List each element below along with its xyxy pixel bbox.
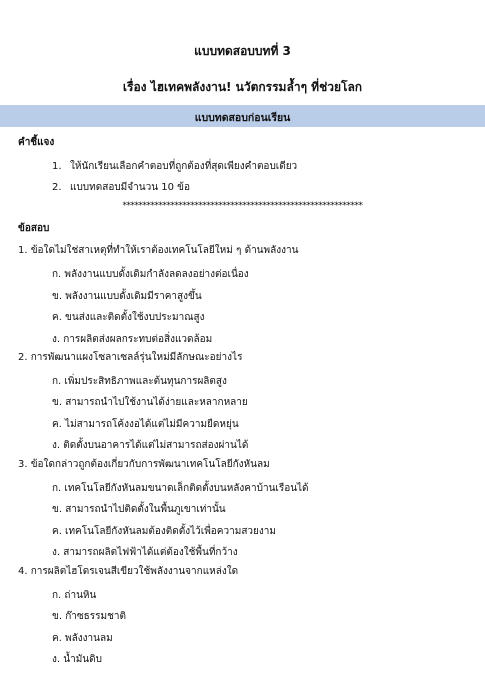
- instruction-text: ให้นักเรียนเลือกคำตอบที่ถูกต้องที่สุดเพียงคำตอบเดียว: [70, 161, 298, 172]
- answer-option: ก. ถ่านหิน: [52, 590, 97, 601]
- question-text: 1. ข้อใดไม่ใช่สาเหตุที่ทำให้เราต้องเทคโนโลยีใหม่ ๆ ด้านพลังงาน: [18, 245, 299, 256]
- divider-line: ************************************************************: [122, 201, 363, 211]
- answer-option: ก. เทคโนโลยีกังหันลมขนาดเล็กติดตั้งบนหลังคาบ้านเรือนได้: [52, 483, 309, 494]
- page-title: แบบทดสอบบทที่ 3: [194, 44, 291, 58]
- answer-option: ค. ขนส่งและติดตั้งใช้งบประมาณสูง: [52, 312, 205, 323]
- instruction-number: 1.: [52, 161, 62, 172]
- answer-option: ค. พลังงานลม: [52, 633, 113, 644]
- answer-option: ง. การผลิตส่งผลกระทบต่อสิ่งแวดล้อม: [52, 334, 213, 345]
- answer-option: ง. สามารถผลิตไฟฟ้าได้แต่ต้องใช้พื้นที่กว้าง: [52, 547, 238, 558]
- answer-option: ข. ก๊าซธรรมชาติ: [52, 611, 126, 622]
- answer-option: ก. พลังงานแบบดั้งเดิมกำลังลดลงอย่างต่อเนื่อง: [52, 269, 249, 280]
- questions-heading: ข้อสอบ: [18, 223, 50, 234]
- answer-option: ง. น้ำมันดิบ: [52, 654, 102, 665]
- answer-option: ข. พลังงานแบบดั้งเดิมมีราคาสูงขึ้น: [52, 291, 202, 302]
- question-text: 4. การผลิตไฮโดรเจนสีเขียวใช้พลังงานจากแหล่งใด: [18, 566, 239, 577]
- banner-label: แบบทดสอบก่อนเรียน: [194, 112, 291, 124]
- question-text: 2. การพัฒนาแผงโซลาเซลล์รุ่นใหม่มีลักษณะอย่างไร: [18, 352, 243, 363]
- page-subtitle: เรื่อง ไฮเทคพลังงาน! นวัตกรรมล้ำๆ ที่ช่วยโลก: [122, 80, 363, 94]
- instructions-heading: คำชี้แจง: [18, 137, 55, 148]
- answer-option: ก. เพิ่มประสิทธิภาพและต้นทุนการผลิตสูง: [52, 376, 227, 387]
- answer-option: ข. สามารถนำไปติดตั้งในพื้นภูเขาเท่านั้น: [52, 504, 226, 515]
- instruction-text: แบบทดสอบมีจำนวน 10 ข้อ: [70, 182, 190, 193]
- answer-option: ข. สามารถนำไปใช้งานได้ง่ายและหลากหลาย: [52, 397, 248, 408]
- question-text: 3. ข้อใดกล่าวถูกต้องเกี่ยวกับการพัฒนาเทคโนโลยีกังหันลม: [18, 459, 270, 470]
- answer-option: ค. ไม่สามารถโค้งงอได้แต่ไม่มีความยืดหยุ่น: [52, 419, 239, 430]
- answer-option: ค. เทคโนโลยีกังหันลมต้องติดตั้งไว้เพื่อความสวยงาม: [52, 526, 276, 537]
- instruction-number: 2.: [52, 182, 62, 193]
- answer-option: ง. ติดตั้งบนอาคารได้แต่ไม่สามารถส่องผ่านได้: [52, 440, 249, 451]
